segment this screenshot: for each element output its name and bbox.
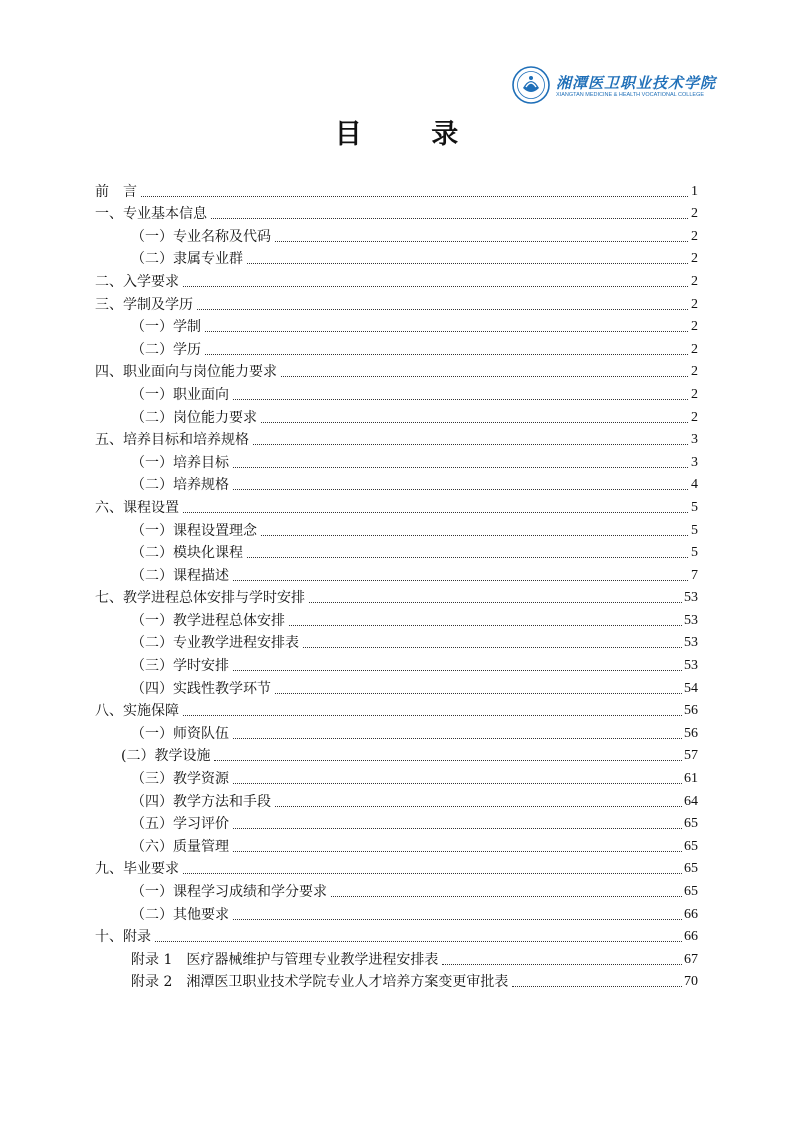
toc-dot-leader (309, 601, 682, 603)
toc-entry-label: （一）培养目标 (131, 454, 229, 471)
toc-dot-leader (253, 443, 688, 445)
toc-entry-label: 九、毕业要求 (95, 861, 179, 878)
toc-entry[interactable] (95, 856, 698, 879)
toc-entry-page: 2 (691, 251, 698, 267)
toc-entry[interactable] (95, 562, 698, 585)
toc-dot-leader (211, 217, 688, 219)
toc-entry[interactable] (95, 765, 698, 788)
logo-chinese-name: 湘潭医卫职业技术学院 (556, 74, 717, 92)
toc-entry[interactable] (95, 494, 698, 517)
toc-entry[interactable] (95, 223, 698, 246)
toc-entry-page: 5 (691, 545, 698, 561)
toc-dot-leader (205, 330, 688, 332)
toc-entry-page: 61 (684, 771, 698, 787)
toc-entry-page: 64 (684, 793, 698, 809)
toc-entry-page: 53 (684, 658, 698, 674)
toc-entry-page: 2 (691, 228, 698, 244)
toc-dot-leader (261, 534, 688, 536)
toc-entry[interactable] (95, 901, 698, 924)
toc-entry-page: 2 (691, 341, 698, 357)
toc-entry-label: (二）教学设施 (121, 748, 211, 765)
toc-entry-page: 2 (691, 319, 698, 335)
toc-entry-page: 65 (684, 816, 698, 832)
toc-dot-leader (183, 714, 682, 716)
toc-entry[interactable] (95, 743, 698, 766)
college-logo (512, 66, 717, 106)
toc-entry[interactable] (95, 607, 698, 630)
toc-entry-page: 57 (684, 748, 698, 764)
toc-entry[interactable] (95, 381, 698, 404)
table-of-contents (95, 178, 698, 991)
toc-dot-leader (205, 353, 688, 355)
toc-entry[interactable] (95, 268, 698, 291)
toc-entry[interactable] (95, 472, 698, 495)
toc-entry-label: 六、课程设置 (95, 499, 179, 516)
toc-dot-leader (214, 759, 682, 761)
toc-entry-page: 54 (684, 680, 698, 696)
toc-entry-label: 八、实施保障 (95, 703, 179, 720)
toc-entry[interactable] (95, 946, 698, 969)
toc-entry-page: 2 (691, 296, 698, 312)
college-emblem-icon (512, 66, 550, 104)
toc-entry-label: （四）教学方法和手段 (131, 793, 271, 810)
toc-entry-label: （一）职业面向 (131, 386, 229, 403)
toc-dot-leader (281, 375, 688, 377)
toc-entry-page: 2 (691, 409, 698, 425)
toc-entry[interactable] (95, 359, 698, 382)
toc-entry-label: （二）模块化课程 (131, 545, 243, 562)
toc-entry-page: 2 (691, 273, 698, 289)
toc-dot-leader (183, 511, 688, 513)
toc-entry[interactable] (95, 246, 698, 269)
toc-entry-label: 附录 1 医疗器械维护与管理专业教学进程安排表 (131, 951, 439, 968)
toc-entry-label: （六）质量管理 (131, 838, 229, 855)
toc-entry-page: 65 (684, 884, 698, 899)
toc-dot-leader (233, 918, 682, 920)
toc-dot-leader (141, 195, 688, 197)
toc-dot-leader (183, 285, 688, 287)
toc-entry[interactable] (95, 720, 698, 743)
toc-entry[interactable] (95, 811, 698, 834)
toc-entry-label: （一）教学进程总体安排 (131, 612, 285, 629)
toc-dot-leader (331, 895, 682, 897)
toc-entry[interactable] (95, 517, 698, 540)
toc-entry[interactable] (95, 178, 698, 201)
toc-entry-label: 附录 2 湘潭医卫职业技术学院专业人才培养方案变更审批表 (131, 974, 509, 991)
toc-entry-page: 4 (691, 477, 698, 493)
toc-entry-label: 七、教学进程总体安排与学时安排 (95, 590, 305, 607)
toc-entry[interactable] (95, 969, 698, 992)
toc-entry-label: 一、专业基本信息 (95, 206, 207, 223)
toc-entry-label: 前 言 (95, 183, 137, 200)
toc-entry-label: （二）其他要求 (131, 906, 229, 923)
toc-entry-label: （三）教学资源 (131, 771, 229, 788)
toc-dot-leader (275, 692, 682, 694)
toc-entry-page: 53 (684, 612, 698, 628)
toc-entry-label: 十、附录 (95, 929, 151, 946)
toc-dot-leader (233, 579, 688, 581)
toc-entry-label: （一）学制 (131, 319, 201, 336)
toc-entry-page: 56 (684, 725, 698, 741)
toc-entry-label: （二）课程描述 (131, 567, 229, 584)
toc-entry-label: 二、入学要求 (95, 273, 179, 290)
page-title: 目 录 (334, 119, 489, 150)
toc-entry[interactable] (95, 652, 698, 675)
toc-entry-page: 2 (691, 206, 698, 222)
toc-dot-leader (233, 466, 688, 468)
logo-english-name: XIANGTAN MEDICINE & HEALTH VOCATIONAL COLLEGE (556, 92, 705, 98)
toc-entry-label: 五、培养目标和培养规格 (95, 432, 249, 449)
toc-dot-leader (233, 782, 682, 784)
toc-entry-label: （五）学习评价 (131, 816, 229, 833)
toc-entry[interactable] (95, 201, 698, 224)
toc-entry-page: 53 (684, 590, 698, 606)
toc-dot-leader (442, 963, 682, 965)
toc-entry-page: 7 (691, 567, 698, 583)
toc-entry-page: 65 (684, 838, 698, 854)
toc-entry[interactable] (95, 675, 698, 698)
toc-dot-leader (233, 488, 688, 490)
toc-entry[interactable] (95, 924, 698, 947)
toc-entry-label: （一）课程学习成绩和学分要求 (131, 884, 327, 900)
toc-entry-label: （二）专业教学进程安排表 (131, 635, 299, 652)
toc-entry-page: 67 (684, 951, 698, 967)
toc-dot-leader (512, 985, 682, 987)
toc-entry-page: 53 (684, 635, 698, 651)
toc-dot-leader (155, 940, 682, 942)
toc-entry[interactable] (95, 540, 698, 563)
toc-entry-page: 65 (684, 861, 698, 877)
toc-entry[interactable] (95, 878, 698, 901)
toc-dot-leader (233, 850, 682, 852)
toc-entry-page: 5 (691, 499, 698, 515)
toc-entry-label: 四、职业面向与岗位能力要求 (95, 364, 277, 381)
toc-entry-page: 56 (684, 703, 698, 719)
toc-entry-label: （二）培养规格 (131, 477, 229, 494)
toc-entry-page: 66 (684, 929, 698, 945)
toc-entry[interactable] (95, 788, 698, 811)
toc-entry-label: （一）专业名称及代码 (131, 228, 271, 245)
toc-dot-leader (233, 669, 682, 671)
toc-dot-leader (247, 262, 688, 264)
toc-entry[interactable] (95, 291, 698, 314)
toc-dot-leader (303, 646, 682, 648)
toc-entry-page: 3 (691, 432, 698, 448)
toc-entry[interactable] (95, 427, 698, 450)
toc-entry[interactable] (95, 585, 698, 608)
toc-entry-label: （一）师资队伍 (131, 725, 229, 742)
toc-entry-page: 66 (684, 906, 698, 922)
toc-dot-leader (233, 827, 682, 829)
toc-entry-page: 2 (691, 364, 698, 380)
toc-dot-leader (247, 556, 688, 558)
toc-entry[interactable] (95, 336, 698, 359)
toc-dot-leader (183, 872, 682, 874)
toc-dot-leader (197, 308, 688, 310)
toc-entry-page: 3 (691, 454, 698, 470)
toc-entry[interactable] (95, 404, 698, 427)
toc-dot-leader (289, 624, 682, 626)
toc-entry-label: （二）岗位能力要求 (131, 409, 257, 426)
toc-entry-label: （三）学时安排 (131, 658, 229, 675)
toc-entry[interactable] (95, 698, 698, 721)
toc-entry-label: （一）课程设置理念 (131, 522, 257, 539)
toc-entry[interactable] (95, 449, 698, 472)
toc-entry-page: 70 (684, 974, 698, 990)
toc-dot-leader (261, 421, 688, 423)
toc-entry[interactable] (95, 314, 698, 337)
toc-entry-label: （二）隶属专业群 (131, 251, 243, 268)
toc-dot-leader (233, 737, 682, 739)
toc-entry-label: （四）实践性教学环节 (131, 680, 271, 697)
toc-dot-leader (233, 398, 688, 400)
toc-dot-leader (275, 240, 688, 242)
toc-entry-page: 1 (691, 183, 698, 199)
toc-dot-leader (275, 805, 682, 807)
toc-entry-label: 三、学制及学历 (95, 296, 193, 313)
toc-entry[interactable] (95, 630, 698, 653)
toc-entry-page: 5 (691, 522, 698, 538)
toc-entry-page: 2 (691, 386, 698, 402)
toc-entry-label: （二）学历 (131, 341, 201, 358)
toc-entry[interactable] (95, 833, 698, 856)
